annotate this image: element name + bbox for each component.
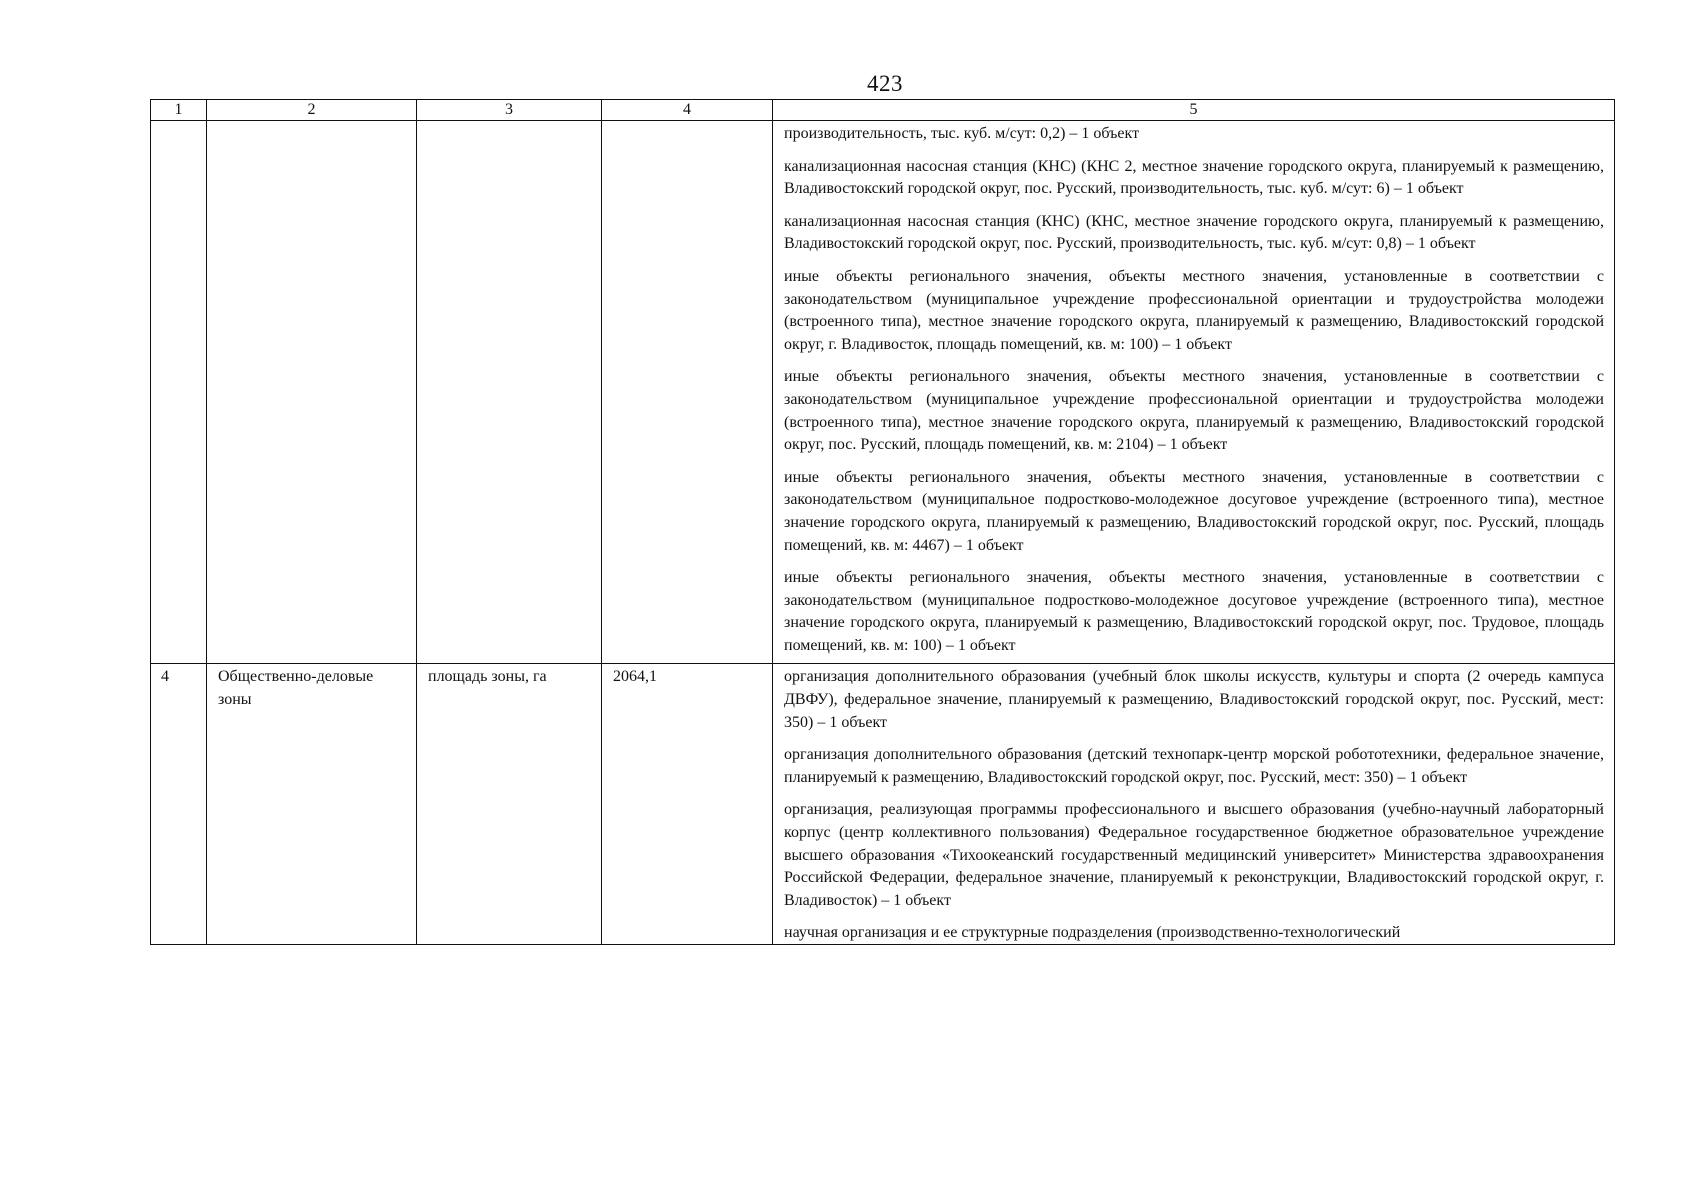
object-item: иные объекты регионального значения, объекты местного значения, установленные в соответствии с законодательством (муниципальное учреждение профессиональной ориентации и трудоустройства молодежи (встроенного типа), местное значение городского округа, планируемый к размещению, Владивостокский городской округ, пос. Русский, площадь помещений, кв. м: 2104) – 1 объект [784, 368, 1604, 454]
object-item: иные объекты регионального значения, объекты местного значения, установленные в соответствии с законодательством (муниципальное подростково-молодежное досуговое учреждение (встроенного типа), местное значение городского округа, планируемый к размещению, Владивостокский городской округ, пос. Русский, площадь помещений, кв. м: 4467) – 1 объект [784, 468, 1604, 554]
zones-table [150, 99, 1615, 945]
object-item: иные объекты регионального значения, объекты местного значения, установленные в соответствии с законодательством (муниципальное учреждение профессиональной ориентации и трудоустройства молодежи (встроенного типа), местное значение городского округа, планируемый к размещению, Владивостокский городской округ, г. Владивосток, площадь помещений, кв. м: 100) – 1 объект [784, 267, 1604, 353]
object-item: организация дополнительного образования (детский технопарк-центр морской робототехники, федеральное значение, планируемый к размещению, Владивостокский городской округ, пос. Русский, мест: 350) – 1 объект [784, 746, 1604, 786]
object-item: организация дополнительного образования (учебный блок школы искусств, культуры и спорта (2 очередь кампуса ДВФУ), федеральное значение, планируемый к размещению, Владивостокский городской округ, пос. Русский, мест: 350) – 1 объект [784, 668, 1604, 731]
object-item: канализационная насосная станция (КНС) (КНС 2, местное значение городского округа, планируемый к размещению, Владивостокский городской округ, пос. Русский, производительность, тыс. куб. м/сут: 6) – 1 объект [784, 157, 1604, 198]
table-row [151, 664, 1615, 945]
objects-cell [773, 121, 1615, 664]
zone-name [207, 121, 417, 664]
zone-name: Общественно-деловые зоны [207, 664, 417, 945]
column-number-5: 5 [773, 100, 1615, 121]
column-number-4: 4 [602, 100, 773, 121]
zone-value [602, 121, 773, 664]
zone-indicator: площадь зоны, га [417, 664, 602, 945]
column-number-2: 2 [207, 100, 417, 121]
table-row [151, 121, 1615, 664]
object-item: научная организация и ее структурные подразделения (производственно-технологический [784, 924, 1401, 942]
column-number-row [151, 100, 1615, 121]
object-item: канализационная насосная станция (КНС) (КНС, местное значение городского округа, планируемый к размещению, Владивостокский городской округ, пос. Русский, производительность, тыс. куб. м/сут: 0,8) – 1 объект [784, 212, 1604, 253]
object-item: иные объекты регионального значения, объекты местного значения, установленные в соответствии с законодательством (муниципальное подростково-молодежное досуговое учреждение (встроенного типа), местное значение городского округа, планируемый к размещению, Владивостокский городской округ, пос. Трудовое, площадь помещений, кв. м: 100) – 1 объект [784, 569, 1604, 654]
zone-value: 2064,1 [602, 664, 773, 945]
column-number-1: 1 [151, 100, 207, 121]
zone-indicator [417, 121, 602, 664]
row-number: 4 [151, 664, 207, 945]
column-number-3: 3 [417, 100, 602, 121]
object-item: производительность, тыс. куб. м/сут: 0,2) – 1 объект [784, 125, 1140, 142]
objects-cell [773, 664, 1615, 945]
page-number: 423 [867, 71, 903, 96]
row-number [151, 121, 207, 664]
object-item: организация, реализующая программы профессионального и высшего образования (учебно-научный лабораторный корпус (центр коллективного пользования) Федеральное государственное бюджетное образовательное учреждение высшего образования «Тихоокеанский государственный медицинский университет» Министерства здравоохранения Российской Федерации, федеральное значение, планируемый к реконструкции, Владивостокский городской округ, г. Владивосток) – 1 объект [784, 801, 1604, 909]
